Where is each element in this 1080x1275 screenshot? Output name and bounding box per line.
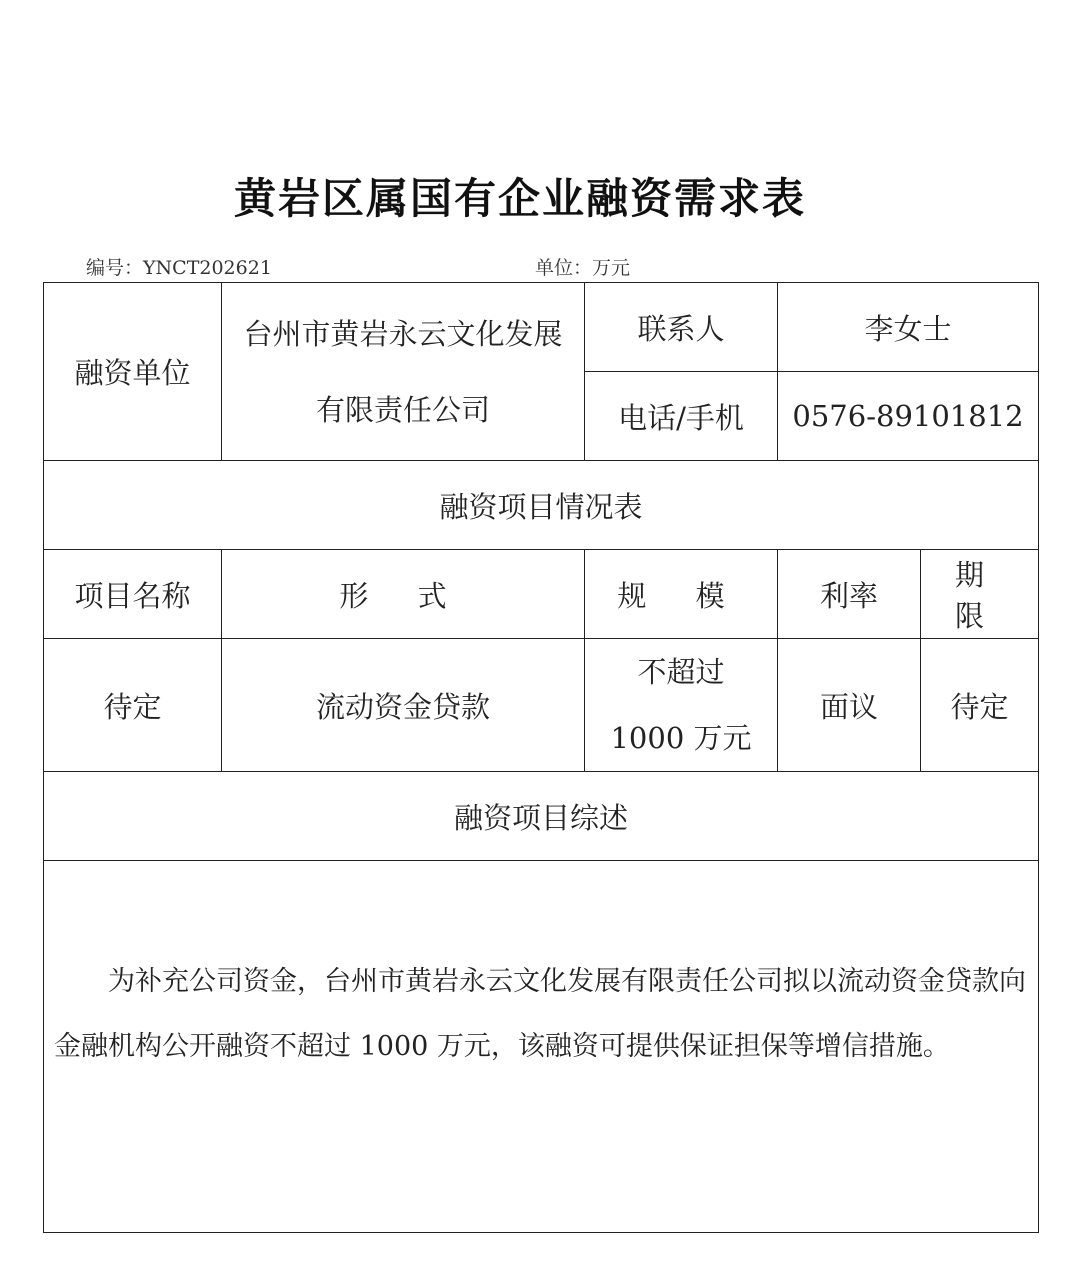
unit-label: 单位：万元 — [535, 257, 631, 279]
project-overview-heading: 融资项目情况表 — [44, 461, 1039, 550]
serial-number: 编号：YNCT202621 — [86, 257, 272, 279]
project-summary-text: 为补充公司资金，台州市黄岩永云文化发展有限责任公司拟以流动资金贷款向金融机构公开融资不超过 1000 万元，该融资可提供保证担保等增信措施。 — [44, 861, 1039, 1233]
contact-person-label: 联系人 — [585, 283, 778, 372]
phone-label: 电话/手机 — [585, 372, 778, 461]
contact-person-value: 李女士 — [778, 283, 1039, 372]
financing-unit-label: 融资单位 — [44, 283, 222, 461]
header-term: 期 限 — [921, 550, 1039, 639]
phone-value: 0576-89101812 — [778, 372, 1039, 461]
company-name-line1: 台州市黄岩永云文化发展 — [243, 316, 563, 351]
company-name-cell — [222, 283, 585, 461]
scale-value-line2: 1000 万元 — [610, 721, 752, 755]
header-interest-rate: 利率 — [778, 550, 921, 639]
term-value: 待定 — [921, 639, 1039, 772]
header-project-name: 项目名称 — [44, 550, 222, 639]
header-scale: 规 模 — [585, 550, 778, 639]
header-form: 形 式 — [222, 550, 585, 639]
interest-rate-value: 面议 — [778, 639, 921, 772]
financing-form-table — [43, 282, 1039, 1233]
form-value: 流动资金贷款 — [222, 639, 585, 772]
project-name-value: 待定 — [44, 639, 222, 772]
document-title: 黄岩区属国有企业融资需求表 — [233, 174, 806, 223]
scale-value — [585, 639, 778, 772]
company-name-line2: 有限责任公司 — [315, 392, 490, 427]
project-summary-heading: 融资项目综述 — [44, 772, 1039, 861]
scale-value-line1: 不超过 — [637, 655, 725, 689]
